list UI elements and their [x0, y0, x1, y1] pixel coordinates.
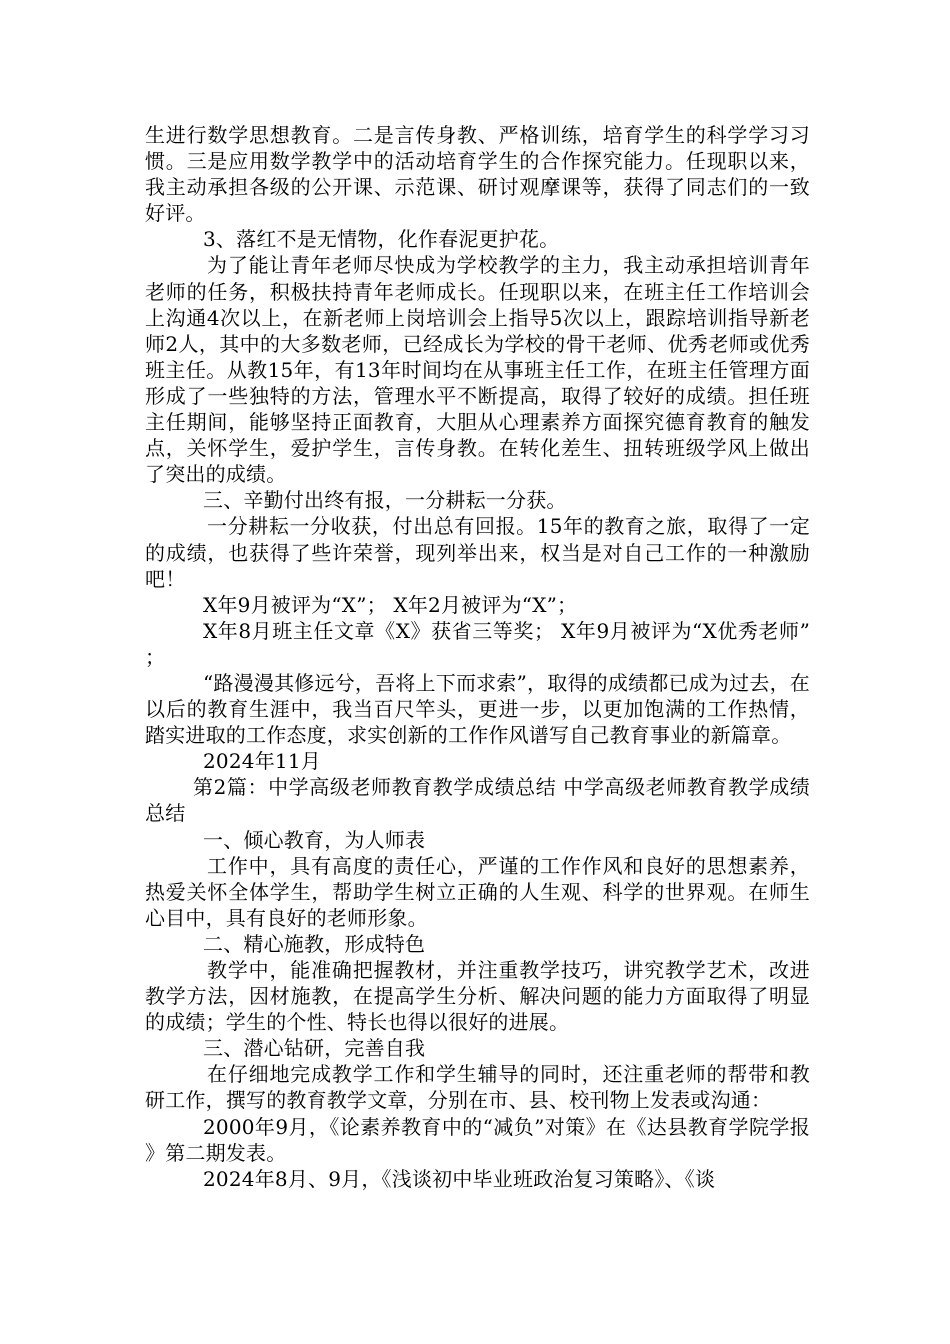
section-heading: 三、辛勤付出终有报，一分耕耘一分获。: [203, 488, 567, 513]
section-heading: 一、倾心教育，为人师表: [203, 827, 426, 852]
article-title: 第2篇：中学高级老师教育教学成绩总结 中学高级老师教育教学成绩总结: [145, 775, 810, 826]
paragraph: 工作中，具有高度的责任心，严谨的工作作风和良好的思想素养，热爱关怀全体学生，帮助学生树立正确的人生观、科学的世界观。在师生心目中，具有良好的老师形象。: [145, 853, 810, 930]
section-heading: 二、精心施教，形成特色: [203, 931, 426, 956]
paragraph: 为了能让青年老师尽快成为学校教学的主力，我主动承担培训青年老师的任务，积极扶持青年老师成长。任现职以来，在班主任工作培训会上沟通4次以上，在新老师上岗培训会上指导5次以上，跟踪培训指导新老师2人，其中的大多数老师，已经成长为学校的骨干老师、优秀老师或优秀班主任。从教15年，有13年时间均在从事班主任工作，在班主任管理方面形成了一些独特的方法，管理水平不断提高，取得了较好的成绩。担任班主任期间，能够坚持正面教育，大胆从心理素养方面探究德育教育的触发点，关怀学生，爱护学生，言传身教。在转化差生、扭转班级学风上做出了突出的成绩。: [145, 253, 810, 487]
section-heading: 三、潜心钻研，完善自我: [203, 1036, 426, 1061]
section-heading: 3、落红不是无情物，化作春泥更护花。: [203, 227, 560, 252]
date-line: 2024年11月: [203, 749, 321, 774]
honor-item: X年8月班主任文章《X》获省三等奖； X年9月被评为“X优秀老师”；: [145, 618, 810, 669]
publication-item: 2000年9月，《论素养教育中的“减负”对策》在《达县教育学院学报》第二期发表。: [145, 1114, 810, 1165]
paragraph: 生进行数学思想教育。二是言传身教、严格训练，培育学生的科学学习习惯。三是应用数学教学中的活动培育学生的合作探究能力。任现职以来，我主动承担各级的公开课、示范课、研讨观摩课等，获得了同志们的一致好评。: [145, 123, 810, 226]
paragraph: 教学中，能准确把握教材，并注重教学技巧，讲究教学艺术，改进教学方法，因材施教，在提高学生分析、解决问题的能力方面取得了明显的成绩；学生的个性、特长也得以很好的进展。: [145, 958, 810, 1035]
honor-item: X年9月被评为“X”； X年2月被评为“X”；: [203, 592, 578, 617]
publication-item: 2024年8月、9月，《浅谈初中毕业班政治复习策略》、《谈: [203, 1166, 716, 1191]
document-page: [145, 122, 810, 1192]
paragraph: 一分耕耘一分收获，付出总有回报。15年的教育之旅，取得了一定的成绩，也获得了些许荣誉，现列举出来，权当是对自己工作的一种激励吧！: [145, 514, 810, 591]
paragraph: 在仔细地完成教学工作和学生辅导的同时，还注重老师的帮带和教研工作，撰写的教育教学文章，分别在市、县、校刊物上发表或沟通：: [145, 1062, 810, 1113]
paragraph: “路漫漫其修远兮，吾将上下而求索”，取得的成绩都已成为过去，在以后的教育生涯中，我当百尺竿头，更进一步，以更加饱满的工作热情，踏实进取的工作态度，求实创新的工作作风谱写自己教育事业的新篇章。: [145, 670, 810, 748]
